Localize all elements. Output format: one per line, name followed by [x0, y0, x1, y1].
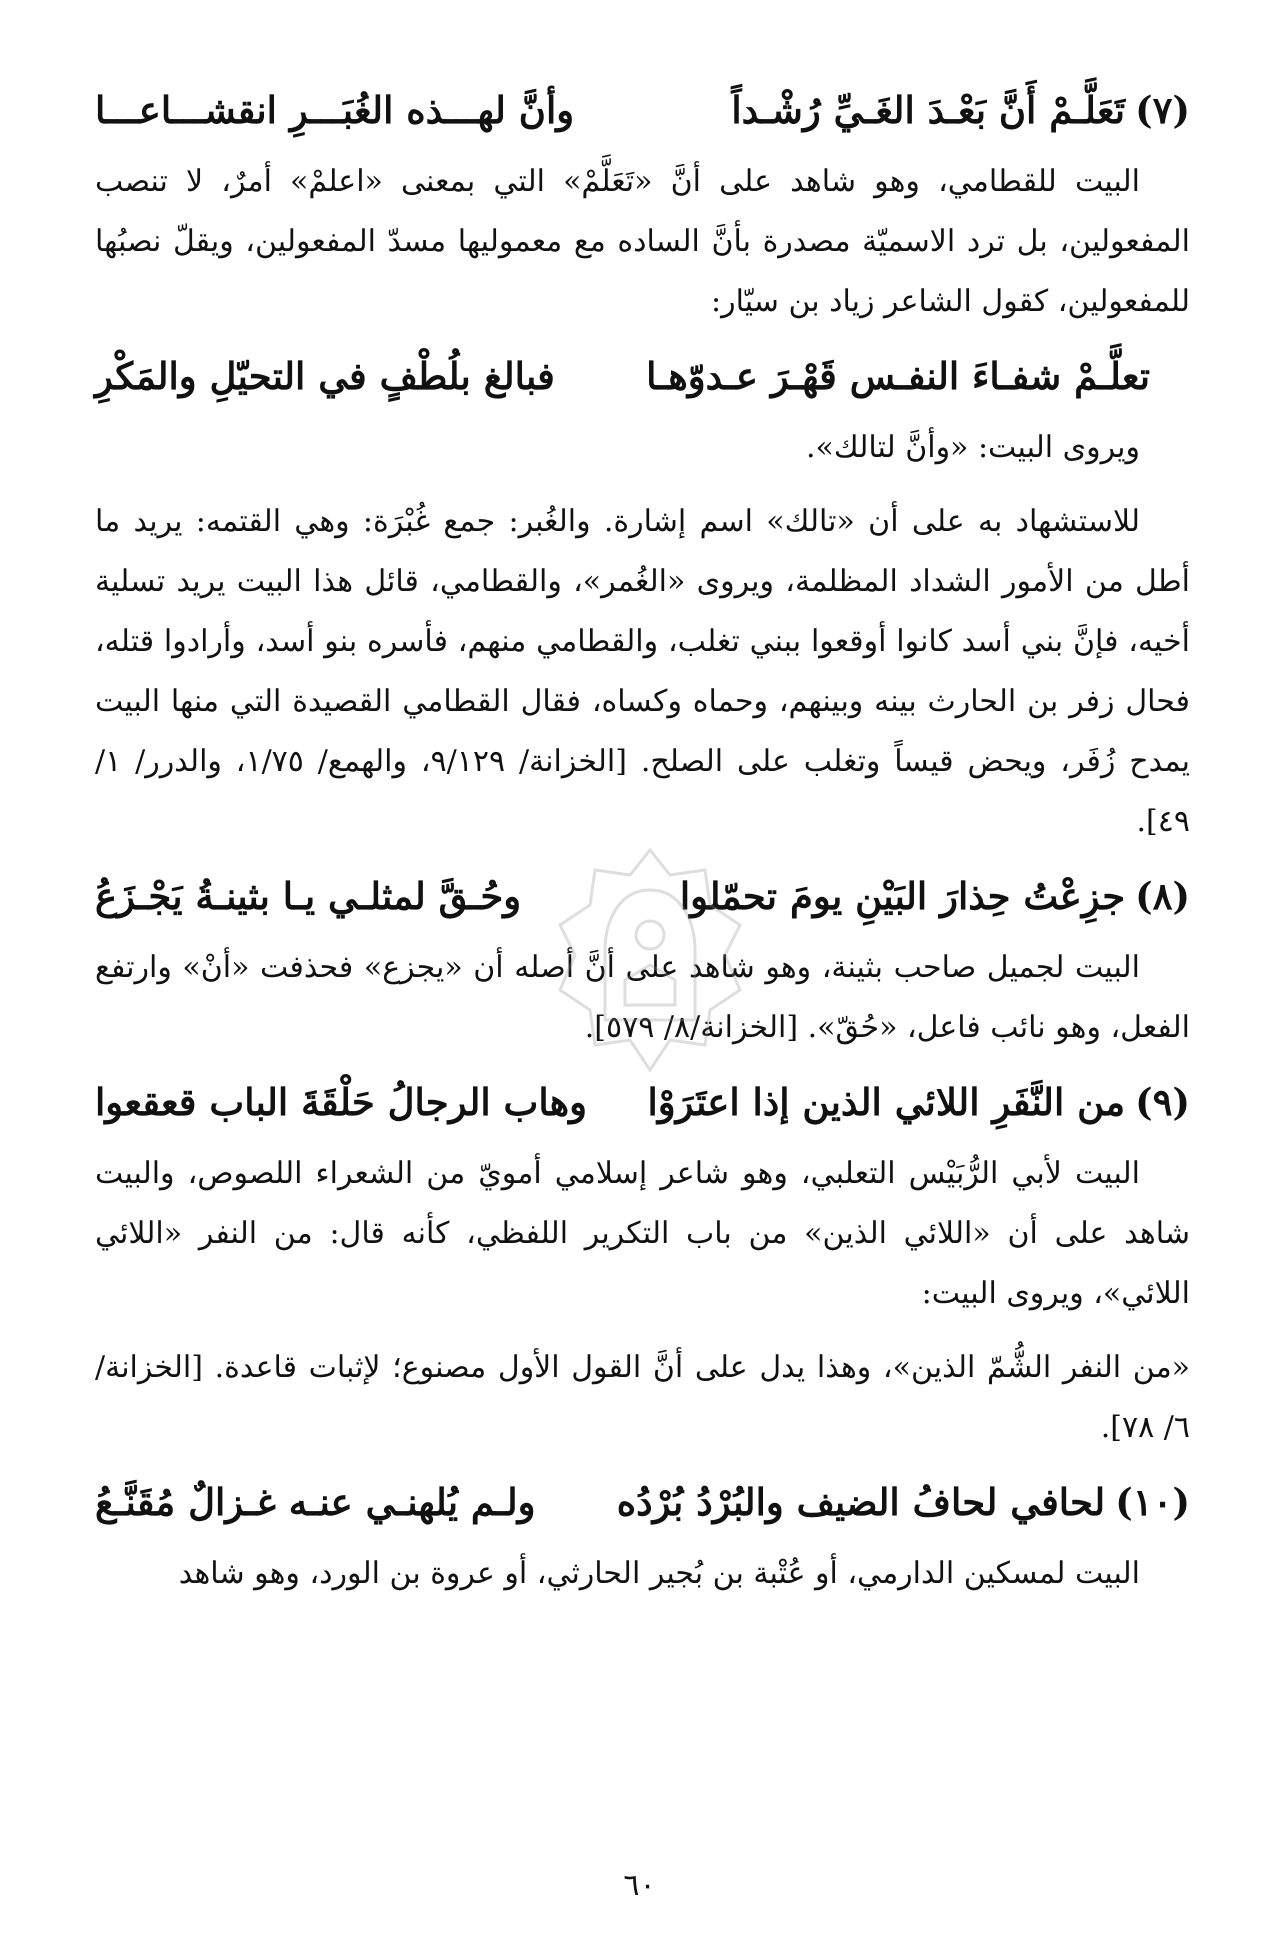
verse-first-half: تعلَّـمْ شفـاءَ النفـس قَهْـرَ عـدوّهـا [646, 354, 1150, 398]
verse-first-half: (٨)جزِعْتُ حِذارَ البَيْنِ يومَ تحمّلوا [679, 874, 1190, 918]
commentary-paragraph: ويروى البيت: «وأنَّ لتالك». [806, 430, 1140, 465]
commentary-paragraph: «من النفر الشُّمّ الذين»، وهذا يدل على أنَّ القول الأول مصنوع؛ لإثبات قاعدة. [الخزانة/ ٦/ ٧٨]. [95, 1350, 1190, 1445]
commentary-paragraph: للاستشهاد به على أن «تالك» اسم إشارة. والغُبر: جمع غُبْرَة: وهي القتمه: يريد ما أطل من الأمور الشداد المظلمة، ويروى «الغُمر»، والقطامي، قائل هذا البيت يريد تسلية أخيه، فإنَّ بني أسد كانوا أوقعوا ببني تغلب، والقطامي منهم، فأسره بنو أسد، وأرادوا قتله، فحال زفر بن الحارث بينه وبينهم، وحماه وكساه، فقال القطامي القصيدة التي منها البيت يمدح زُفَر، ويحض قيساً وتغلب على الصلح. [الخزانة/ ٩/١٢٩، والهمع/ ١/٧٥، والدرر/ ١/ ٤٩]. [95, 504, 1191, 839]
verse-second-half: وحُـقَّ لمثلـي يـا بثينـةُ يَجْـزَعُ [95, 874, 522, 918]
verse-first-half: (٩)من النَّفَرِ اللائي الذين إذا اعتَرَوْا [647, 1080, 1190, 1124]
commentary-paragraph: البيت لجميل صاحب بثينة، وهو شاهد على أنَّ أصله أن «يجزع» فحذفت «أنْ» وارتفع الفعل، وهو نائب فاعل، «حُقّ». [الخزانة/٨/ ٥٧٩]. [95, 950, 1190, 1045]
verse-first-half: (٧)تَعَلَّـمْ أَنَّ بَعْـدَ الغَـيِّ رُشْـداً [731, 88, 1190, 132]
verse-number: (٨) [1135, 874, 1190, 918]
commentary-paragraph: البيت للقطامي، وهو شاهد على أنَّ «تَعَلَّمْ» التي بمعنى «اعلمْ» أمرٌ، لا تنصب المفعولين، بل ترد الاسميّة مصدرة بأنَّ الساده مع معموليها مسدّ المفعولين، ويقلّ نصبُها للمفعولين، كقول الشاعر زياد بن سيّار: [95, 164, 1190, 319]
library-seal-icon [520, 830, 780, 1090]
verse-number: (٧) [1135, 88, 1190, 132]
verse-second-half: وهاب الرجالُ حَلْقَةَ الباب قعقعوا [95, 1080, 588, 1124]
verse-7 [95, 80, 1190, 140]
verse-first-half: (١٠)لحافي لحافُ الضيف والبُرْدُ بُرْدُه [616, 1480, 1190, 1524]
verse-second-half: ولـم يُلهنـي عنـه غـزالٌ مُقَنَّـعُ [95, 1480, 536, 1524]
verse-second-half: وأنَّ لهـــذه الغُبَـــرِ انقشـــاعـــا [95, 88, 575, 132]
verse-number: (١٠) [1115, 1480, 1190, 1524]
cited-verse [95, 346, 1190, 406]
verse-number: (٩) [1135, 1080, 1190, 1124]
verse-10 [95, 1472, 1190, 1532]
commentary-paragraph: البيت لأبي الرُّبَيْس التعلبي، وهو شاعر إسلامي أمويّ من الشعراء اللصوص، والبيت شاهد على أن «اللائي الذين» من باب التكرير اللفظي، كأنه قال: من النفر «اللائي اللائي»، ويروى البيت: [95, 1156, 1190, 1311]
commentary-paragraph: البيت لمسكين الدارمي، أو عُتْبة بن بُجير الحارثي، أو عروة بن الورد، وهو شاهد [178, 1556, 1140, 1591]
page-number: ٦٠ [623, 1868, 656, 1903]
verse-second-half: فبالغ بلُطْفٍ في التحيّلِ والمَكْرِ [95, 354, 555, 398]
